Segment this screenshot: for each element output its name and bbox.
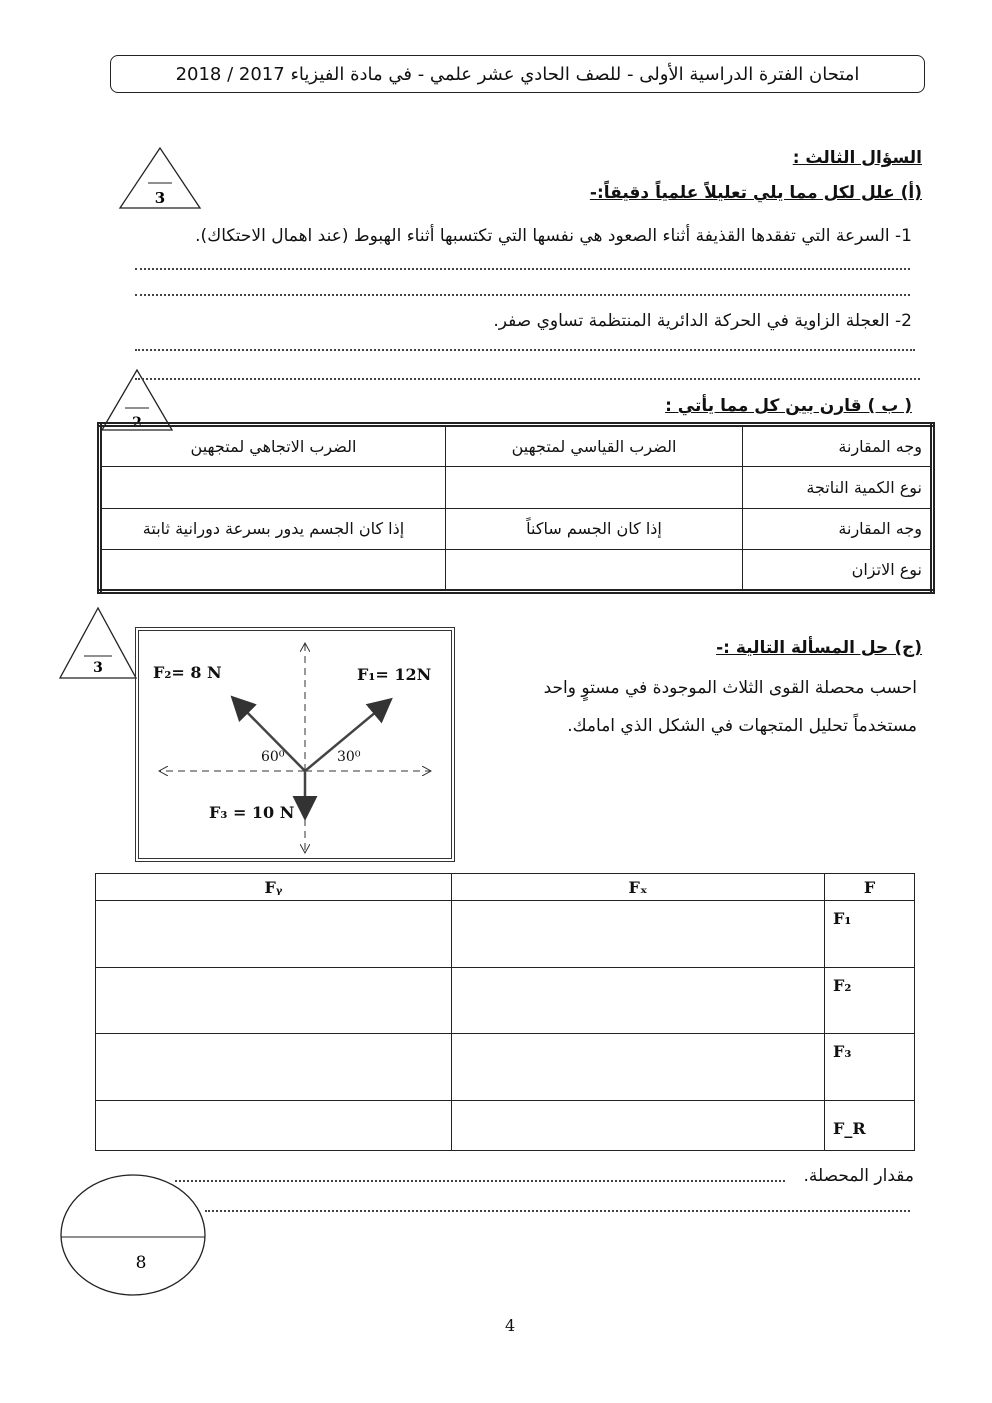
part-b-title: ( ب ) قارن بين كل مما يأتي : [665, 396, 912, 416]
answer-line[interactable] [135, 294, 910, 296]
row-label: F₃ [825, 1034, 915, 1101]
force-diagram [135, 627, 455, 862]
table-cell: الضرب الاتجاهي لمتجهين [100, 425, 446, 467]
angle-60-label: 60⁰ [261, 749, 285, 765]
answer-line[interactable] [205, 1210, 910, 1212]
answer-cell[interactable] [452, 901, 825, 968]
answer-line[interactable] [135, 349, 915, 351]
part-c-line-2: مستخدماً تحليل المتجهات في الشكل الذي امامك. [567, 716, 917, 736]
row-label: F_R [825, 1101, 915, 1151]
result-label: مقدار المحصلة. [803, 1166, 914, 1186]
row-label: F₁ [825, 901, 915, 968]
table-row [100, 466, 933, 508]
row-label: F₂ [825, 968, 915, 1034]
table-cell: إذا كان الجسم يدور بسرعة دورانية ثابتة [100, 508, 446, 550]
part-a-title: (أ) علل لكل مما يلي تعليلاً علمياً دقيقاً:- [589, 183, 922, 203]
table-cell: نوع الاتزان [743, 550, 933, 592]
angle-30-label: 30⁰ [337, 749, 361, 765]
answer-line[interactable] [175, 1180, 785, 1182]
answer-cell[interactable] [446, 466, 743, 508]
answer-cell[interactable] [96, 1101, 452, 1151]
exam-header: امتحان الفترة الدراسية الأولى - للصف الحادي عشر علمي - في مادة الفيزياء 2017 / 2018 [110, 55, 925, 93]
table-cell: إذا كان الجسم ساكناً [446, 508, 743, 550]
part-c-line-1: احسب محصلة القوى الثلاث الموجودة في مستوٍ واحد [543, 678, 917, 698]
total-mark-value: 8 [135, 1253, 147, 1273]
mark-triangle-part-a [118, 146, 202, 210]
part-a-item-2: 2- العجلة الزاوية في الحركة الدائرية المنتظمة تساوي صفر. [493, 311, 912, 331]
table-row [96, 968, 915, 1034]
mark-value: 3 [154, 189, 166, 207]
answer-line[interactable] [135, 268, 910, 270]
header-fx: Fₓ [452, 874, 825, 901]
part-c-title: (ج) حل المسألة التالية :- [716, 638, 922, 658]
header-fy: Fᵧ [96, 874, 452, 901]
table-cell: وجه المقارنة [743, 508, 933, 550]
answer-cell[interactable] [96, 968, 452, 1034]
table-row [100, 550, 933, 592]
mark-triangle-part-c [58, 606, 138, 680]
answer-cell[interactable] [96, 901, 452, 968]
answer-line[interactable] [135, 378, 920, 380]
table-header-row [96, 874, 915, 901]
f1-label: F₁= 12N [357, 665, 432, 684]
answer-cell[interactable] [452, 1101, 825, 1151]
table-cell: الضرب القياسي لمتجهين [446, 425, 743, 467]
table-row [100, 425, 933, 467]
f2-label: F₂= 8 N [153, 663, 222, 682]
page-number: 4 [505, 1316, 516, 1335]
answer-cell[interactable] [452, 1034, 825, 1101]
table-row [96, 901, 915, 968]
answer-cell[interactable] [446, 550, 743, 592]
comparison-table [97, 422, 935, 594]
answer-cell[interactable] [100, 550, 446, 592]
answer-cell[interactable] [96, 1034, 452, 1101]
answer-cell[interactable] [452, 968, 825, 1034]
mark-value: 2 [132, 415, 142, 431]
header-f: F [825, 874, 915, 901]
question-title: السؤال الثالث : [792, 148, 922, 168]
total-mark-ellipse [58, 1173, 208, 1298]
f3-label: F₃ = 10 N [209, 803, 295, 822]
part-a-item-1: 1- السرعة التي تفقدها القذيفة أثناء الصعود هي نفسها التي تكتسبها أثناء الهبوط (عند اهمال الاحتكاك). [195, 226, 912, 246]
table-cell: وجه المقارنة [743, 425, 933, 467]
table-row [96, 1034, 915, 1101]
table-cell: نوع الكمية الناتجة [743, 466, 933, 508]
table-row [96, 1101, 915, 1151]
answer-cell[interactable] [100, 466, 446, 508]
table-row [100, 508, 933, 550]
force-components-table [95, 873, 915, 1151]
mark-value: 3 [93, 660, 103, 676]
